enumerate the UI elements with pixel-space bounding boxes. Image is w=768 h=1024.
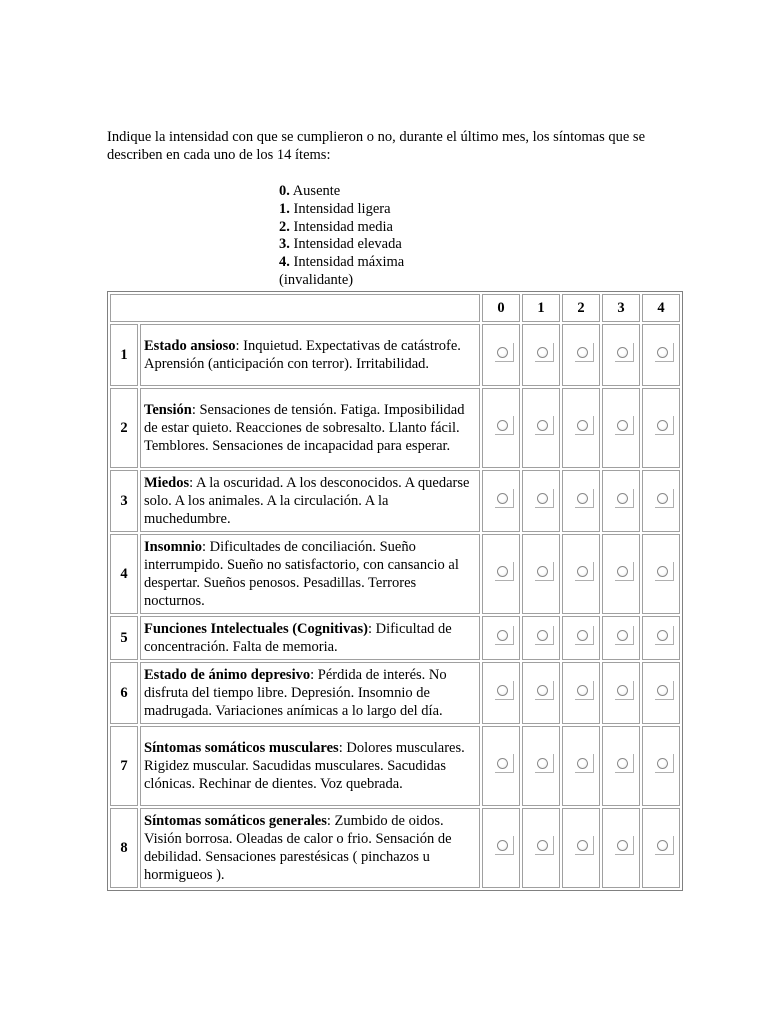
radio-option-0[interactable]: [495, 626, 514, 645]
radio-option-4[interactable]: [655, 626, 674, 645]
radio-option-2[interactable]: [575, 489, 594, 508]
radio-option-3[interactable]: [615, 754, 634, 773]
radio-option-3[interactable]: [615, 489, 634, 508]
score-cell: [602, 616, 640, 660]
score-header-1: 1: [522, 294, 560, 322]
item-description: [140, 470, 480, 532]
item-description: [140, 808, 480, 888]
table-row: [110, 616, 680, 660]
score-header-3: 3: [602, 294, 640, 322]
radio-option-4[interactable]: [655, 681, 674, 700]
item-title: Estado ansioso: [144, 338, 236, 354]
legend-item: 2. Intensidad media: [279, 218, 393, 235]
score-cell: [602, 470, 640, 532]
item-number: 6: [110, 662, 138, 724]
item-text: : Dificultades de conciliación. Sueño interrumpido. Sueño no satisfactorio, con cansancio al despertar. Sueños penosos. Pesadillas. Terrores nocturnos.: [144, 539, 459, 609]
score-cell: [482, 726, 520, 806]
score-cell: [482, 534, 520, 614]
item-text: : Zumbido de oidos. Visión borrosa. Oleadas de calor o frio. Sensación de debilidad. Sensaciones parestésicas ( pinchazos u hormigueos ).: [144, 813, 452, 883]
table-row: [110, 808, 680, 888]
radio-option-3[interactable]: [615, 681, 634, 700]
scale-legend: [279, 183, 439, 290]
score-cell: [482, 662, 520, 724]
radio-option-1[interactable]: [535, 562, 554, 581]
score-cell: [482, 808, 520, 888]
score-cell: [602, 808, 640, 888]
item-description: [140, 662, 480, 724]
radio-option-0[interactable]: [495, 836, 514, 855]
header-blank-cell: [110, 294, 480, 322]
item-description: [140, 616, 480, 660]
item-number: 1: [110, 324, 138, 386]
radio-option-1[interactable]: [535, 626, 554, 645]
radio-option-1[interactable]: [535, 754, 554, 773]
radio-option-1[interactable]: [535, 681, 554, 700]
item-number: 7: [110, 726, 138, 806]
score-cell: [642, 726, 680, 806]
score-header-4: 4: [642, 294, 680, 322]
score-cell: [642, 534, 680, 614]
item-text: : Dificultad de concentración. Falta de memoria.: [144, 621, 452, 655]
item-title: Tensión: [144, 402, 192, 418]
radio-option-4[interactable]: [655, 754, 674, 773]
radio-option-4[interactable]: [655, 562, 674, 581]
item-number: 8: [110, 808, 138, 888]
table-row: [110, 388, 680, 468]
score-cell: [642, 808, 680, 888]
item-number: 5: [110, 616, 138, 660]
radio-option-2[interactable]: [575, 836, 594, 855]
header-row: [110, 294, 680, 322]
radio-option-2[interactable]: [575, 626, 594, 645]
radio-option-0[interactable]: [495, 681, 514, 700]
score-cell: [602, 662, 640, 724]
score-header-0: 0: [482, 294, 520, 322]
score-cell: [482, 470, 520, 532]
radio-option-3[interactable]: [615, 836, 634, 855]
score-cell: [562, 616, 600, 660]
radio-option-1[interactable]: [535, 416, 554, 435]
item-text: : Sensaciones de tensión. Fatiga. Imposibilidad de estar quieto. Reacciones de sobresalto. Llanto fácil. Temblores. Sensaciones de incapacidad para esperar.: [144, 402, 465, 454]
item-title: Síntomas somáticos generales: [144, 813, 327, 829]
radio-option-4[interactable]: [655, 489, 674, 508]
instructions-text: Indique la intensidad con que se cumplieron o no, durante el último mes, los síntomas que se describen en cada uno de los 14 ítems:: [107, 129, 646, 163]
radio-option-0[interactable]: [495, 489, 514, 508]
legend-item: 3. Intensidad elevada: [279, 236, 402, 253]
score-cell: [522, 324, 560, 386]
radio-option-3[interactable]: [615, 343, 634, 362]
score-cell: [642, 662, 680, 724]
item-description: [140, 324, 480, 386]
radio-option-1[interactable]: [535, 836, 554, 855]
score-cell: [642, 324, 680, 386]
radio-option-4[interactable]: [655, 343, 674, 362]
item-number: 4: [110, 534, 138, 614]
score-cell: [522, 662, 560, 724]
score-cell: [642, 470, 680, 532]
radio-option-2[interactable]: [575, 681, 594, 700]
legend-item: 0. Ausente: [279, 183, 341, 199]
score-cell: [522, 388, 560, 468]
item-description: [140, 388, 480, 468]
item-text: : A la oscuridad. A los desconocidos. A quedarse solo. A los animales. A la circulación. A la muchedumbre.: [144, 475, 470, 527]
item-title: Miedos: [144, 475, 190, 491]
radio-option-4[interactable]: [655, 836, 674, 855]
symptom-scale-table: [107, 291, 683, 891]
table-row: [110, 534, 680, 614]
item-description: [140, 726, 480, 806]
score-cell: [562, 324, 600, 386]
radio-option-0[interactable]: [495, 754, 514, 773]
radio-option-0[interactable]: [495, 343, 514, 362]
legend-item: 4. Intensidad máxima (invalidante): [279, 254, 405, 288]
score-cell: [602, 324, 640, 386]
score-cell: [482, 616, 520, 660]
score-cell: [562, 470, 600, 532]
score-cell: [482, 324, 520, 386]
score-cell: [562, 808, 600, 888]
table-row: [110, 324, 680, 386]
item-text: : Pérdida de interés. No disfruta del tiempo libre. Depresión. Insomnio de madrugada. Variaciones anímicas a lo largo del día.: [144, 667, 447, 719]
score-cell: [562, 662, 600, 724]
item-number: 2: [110, 388, 138, 468]
score-cell: [562, 388, 600, 468]
item-title: Síntomas somáticos musculares: [144, 740, 339, 756]
radio-option-4[interactable]: [655, 416, 674, 435]
score-cell: [602, 388, 640, 468]
radio-option-0[interactable]: [495, 416, 514, 435]
radio-option-1[interactable]: [535, 489, 554, 508]
item-description: [140, 534, 480, 614]
score-cell: [602, 534, 640, 614]
item-text: : Dolores musculares. Rigidez muscular. Sacudidas musculares. Sacudidas clónicas. Rechinar de dientes. Voz quebrada.: [144, 740, 465, 792]
radio-option-1[interactable]: [535, 343, 554, 362]
score-cell: [522, 616, 560, 660]
radio-option-3[interactable]: [615, 626, 634, 645]
score-cell: [562, 534, 600, 614]
table-row: [110, 662, 680, 724]
radio-option-2[interactable]: [575, 562, 594, 581]
table-row: [110, 726, 680, 806]
score-cell: [522, 726, 560, 806]
score-cell: [562, 726, 600, 806]
score-cell: [522, 534, 560, 614]
item-title: Funciones Intelectuales (Cognitivas): [144, 621, 368, 637]
radio-option-2[interactable]: [575, 754, 594, 773]
radio-option-0[interactable]: [495, 562, 514, 581]
item-number: 3: [110, 470, 138, 532]
radio-option-2[interactable]: [575, 416, 594, 435]
score-cell: [642, 388, 680, 468]
radio-option-3[interactable]: [615, 416, 634, 435]
item-title: Insomnio: [144, 539, 203, 555]
score-header-2: 2: [562, 294, 600, 322]
score-cell: [482, 388, 520, 468]
item-text: : Inquietud. Expectativas de catástrofe. Aprensión (anticipación con terror). Irritabilidad.: [144, 338, 461, 372]
score-cell: [602, 726, 640, 806]
legend-item: 1. Intensidad ligera: [279, 200, 391, 217]
item-title: Estado de ánimo depresivo: [144, 667, 311, 683]
score-cell: [522, 808, 560, 888]
table-row: [110, 470, 680, 532]
radio-option-2[interactable]: [575, 343, 594, 362]
score-cell: [642, 616, 680, 660]
radio-option-3[interactable]: [615, 562, 634, 581]
score-cell: [522, 470, 560, 532]
